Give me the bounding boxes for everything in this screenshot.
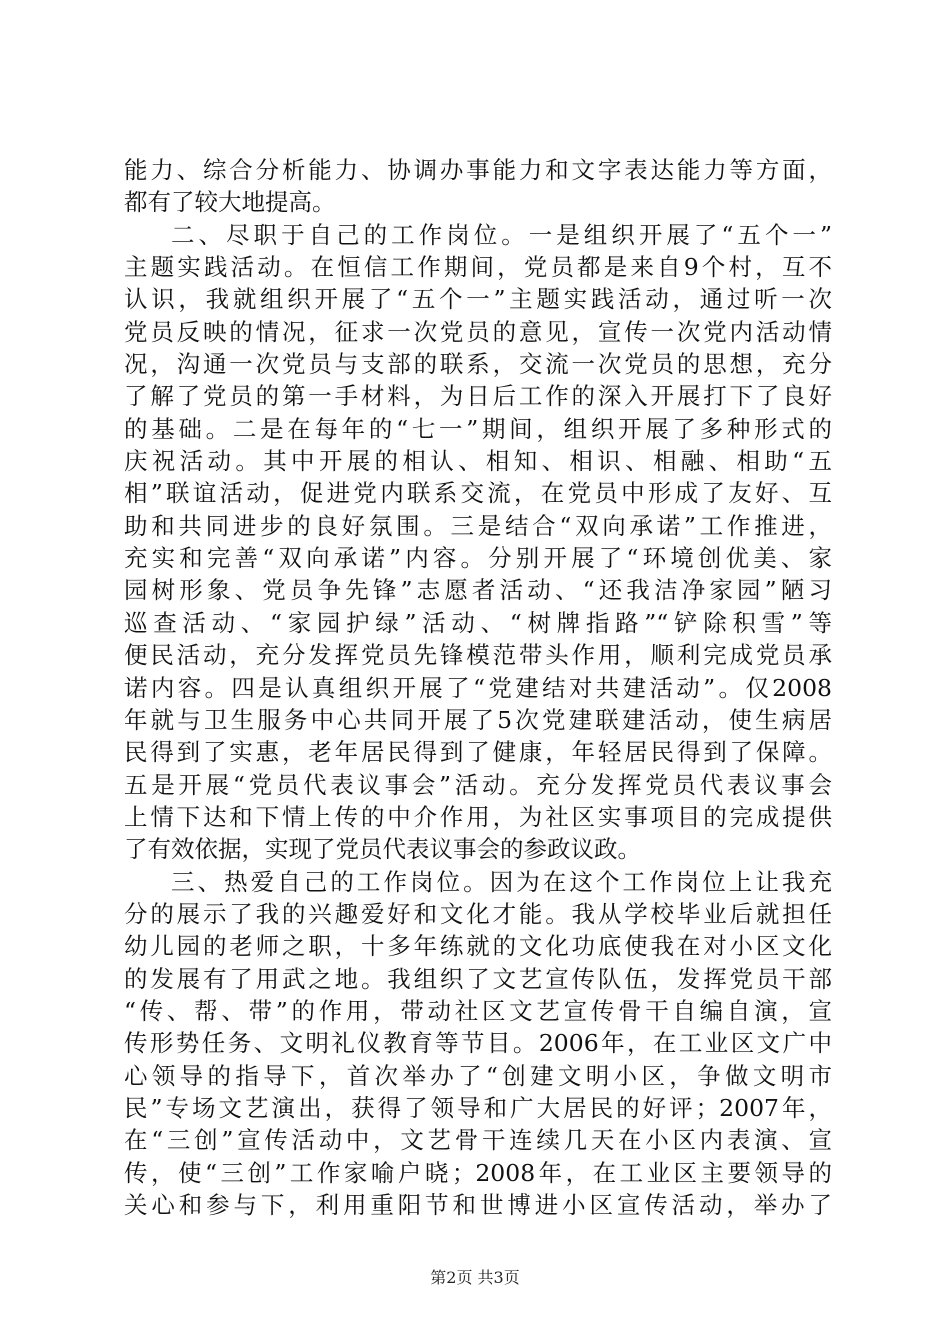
text-line: 在“三创”宣传活动中，文艺骨干连续几天在小区内表演、宣 xyxy=(124,1126,832,1155)
text-line: 关心和参与下，利用重阳节和世博进小区宣传活动，举办了 xyxy=(124,1191,832,1219)
text-line: 民”专场文艺演出，获得了领导和广大居民的好评；2007年， xyxy=(124,1093,832,1122)
text-line: 民得到了实惠，老年居民得到了健康，年轻居民得到了保障。 xyxy=(124,738,832,767)
text-line: 况，沟通一次党员与支部的联系，交流一次党员的思想，充分 xyxy=(124,350,832,379)
text-line: 的发展有了用武之地。我组织了文艺宣传队伍，发挥党员干部 xyxy=(124,964,832,993)
text-line: 传，使“三创”工作家喻户晓；2008年，在工业区主要领导的 xyxy=(124,1158,832,1187)
text-line: 庆祝活动。其中开展的相认、相知、相识、相融、相助“五 xyxy=(124,447,832,476)
text-line: 了解了党员的第一手材料，为日后工作的深入开展打下了良好 xyxy=(124,382,832,411)
text-line: 传形势任务、文明礼仪教育等节目。2006年，在工业区文广中 xyxy=(124,1029,832,1058)
text-line: 主题实践活动。在恒信工作期间，党员都是来自9个村，互不 xyxy=(124,253,832,282)
text-line: 便民活动，充分发挥党员先锋模范带头作用，顺利完成党员承 xyxy=(124,641,832,670)
text-line: 认识，我就组织开展了“五个一”主题实践活动，通过听一次 xyxy=(124,285,832,314)
document-body xyxy=(124,154,832,1221)
text-line: 充实和完善“双向承诺”内容。分别开展了“环境创优美、家 xyxy=(124,544,832,573)
text-line: 巡查活动、“家园护绿”活动、“树牌指路”“铲除积雪”等 xyxy=(124,608,832,637)
text-line: 上情下达和下情上传的中介作用，为社区实事项目的完成提供 xyxy=(124,802,832,831)
text-line: 诺内容。四是认真组织开展了“党建结对共建活动”。仅2008 xyxy=(124,673,832,702)
text-line: 园树形象、党员争先锋”志愿者活动、“还我洁净家园”陋习 xyxy=(124,576,832,605)
text-line: 的基础。二是在每年的“七一”期间，组织开展了多种形式的 xyxy=(124,414,832,443)
text-line: 党员反映的情况，征求一次党员的意见，宣传一次党内活动情 xyxy=(124,317,832,346)
text-line: 二、尽职于自己的工作岗位。一是组织开展了“五个一” xyxy=(171,220,832,249)
text-line: 能力、综合分析能力、协调办事能力和文字表达能力等方面， xyxy=(124,156,832,184)
text-line: 相”联谊活动，促进党内联系交流，在党员中形成了友好、互 xyxy=(124,479,832,508)
text-line: 分的展示了我的兴趣爱好和文化才能。我从学校毕业后就担任 xyxy=(124,899,832,928)
text-line: 助和共同进步的良好氛围。三是结合“双向承诺”工作推进， xyxy=(124,511,832,540)
text-line: “传、帮、带”的作用，带动社区文艺宣传骨干自编自演，宣 xyxy=(124,996,832,1025)
text-line: 三、热爱自己的工作岗位。因为在这个工作岗位上让我充 xyxy=(171,867,832,896)
text-line: 年就与卫生服务中心共同开展了5次党建联建活动，使生病居 xyxy=(124,705,832,734)
text-line: 了有效依据，实现了党员代表议事会的参政议政。 xyxy=(124,835,641,864)
text-line: 幼儿园的老师之职，十多年练就的文化功底使我在对小区文化 xyxy=(124,932,832,961)
page-footer: 第2页 共3页 xyxy=(430,1268,520,1287)
text-line: 都有了较大地提高。 xyxy=(124,188,336,217)
text-line: 心领导的指导下，首次举办了“创建文明小区，争做文明市 xyxy=(124,1061,832,1090)
text-line: 五是开展“党员代表议事会”活动。充分发挥党员代表议事会 xyxy=(124,770,832,799)
